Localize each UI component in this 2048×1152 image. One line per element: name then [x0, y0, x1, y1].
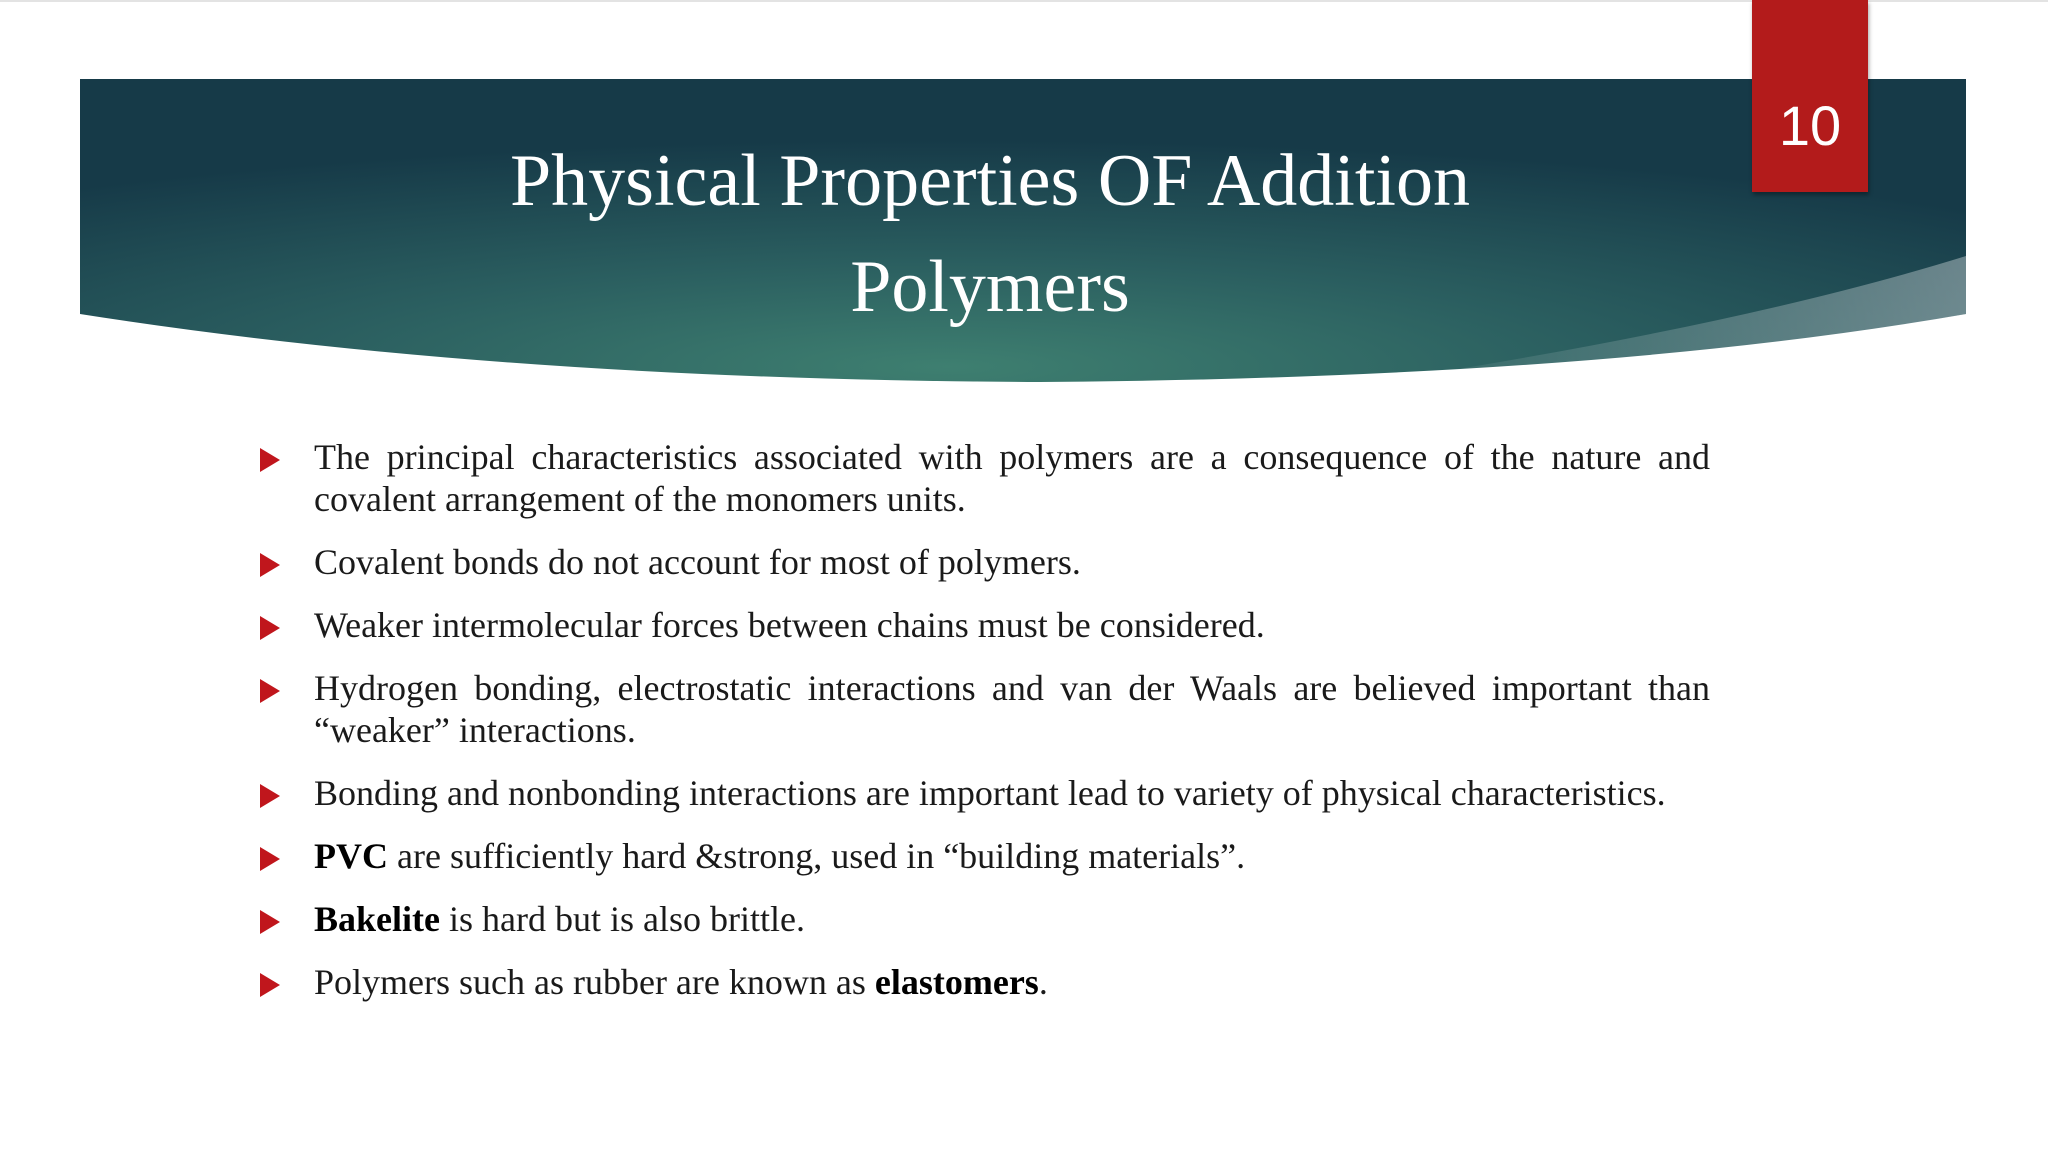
- bullet-arrow-icon: [260, 616, 280, 640]
- bullet-item: [250, 604, 1710, 646]
- bullet-text: Hydrogen bonding, electrostatic interactions and van der Waals are believed important than “weaker” interactions.: [314, 668, 1710, 750]
- bullet-bold-term: elastomers: [874, 962, 1039, 1002]
- bullet-arrow-icon: [260, 448, 280, 472]
- bullet-list: [250, 436, 1710, 1024]
- bullet-bold-term: Bakelite: [314, 899, 440, 939]
- bullet-text: is hard but is also brittle.: [439, 899, 805, 939]
- slide-title-line-1: Physical Properties OF Addition: [510, 140, 1470, 222]
- bullet-item: [250, 541, 1710, 583]
- bullet-item: [250, 436, 1710, 520]
- bullet-arrow-icon: [260, 910, 280, 934]
- bullet-text: are sufficiently hard &strong, used in “building materials”.: [388, 836, 1246, 876]
- bullet-arrow-icon: [260, 553, 280, 577]
- slide-number-badge: [1752, 0, 1868, 192]
- slide-number: 10: [1778, 94, 1842, 157]
- slide-title-line-2: Polymers: [850, 246, 1130, 328]
- bullet-text: The principal characteristics associated with polymers are a consequence of the nature and covalent arrangement of the monomers units.: [314, 437, 1710, 519]
- bullet-bold-term: PVC: [314, 836, 388, 876]
- bullet-item: [250, 898, 1710, 940]
- bullet-text: Covalent bonds do not account for most of polymers.: [314, 542, 1081, 582]
- bullet-item: [250, 667, 1710, 751]
- bullet-arrow-icon: [260, 784, 280, 808]
- bullet-item: [250, 961, 1710, 1003]
- bullet-text: Bonding and nonbonding interactions are important lead to variety of physical characteristics.: [314, 773, 1666, 813]
- bullet-text: Weaker intermolecular forces between chains must be considered.: [314, 605, 1265, 645]
- bullet-text-end: .: [1038, 962, 1048, 1002]
- bullet-item: [250, 835, 1710, 877]
- bullet-text: Polymers such as rubber are known as: [314, 962, 875, 1002]
- slide-title: [340, 128, 1640, 340]
- bullet-arrow-icon: [260, 847, 280, 871]
- bullet-arrow-icon: [260, 973, 280, 997]
- bullet-item: [250, 772, 1710, 814]
- bullet-arrow-icon: [260, 679, 280, 703]
